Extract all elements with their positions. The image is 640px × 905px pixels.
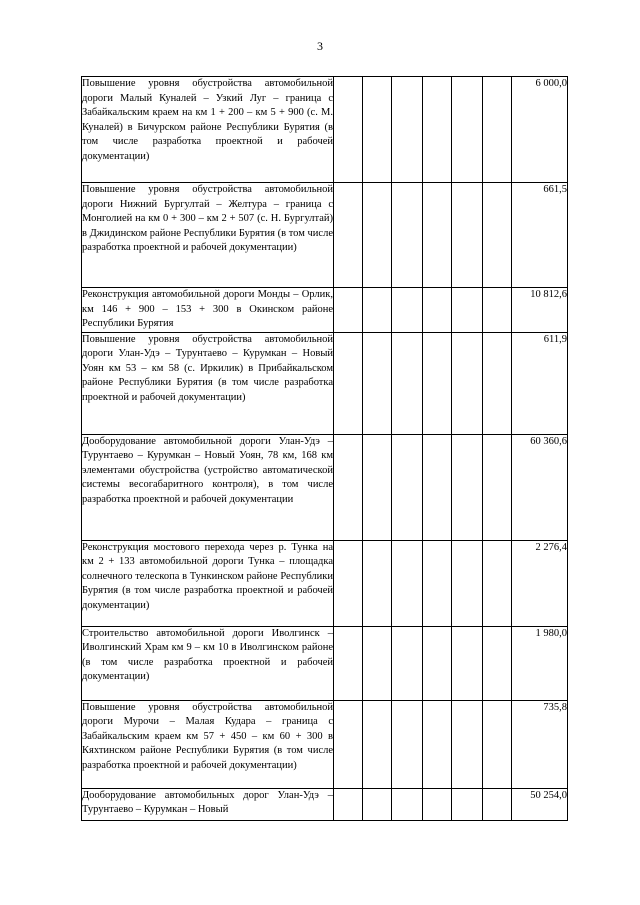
empty-cell: [423, 700, 452, 788]
empty-cell: [334, 183, 363, 288]
table-row: [82, 788, 568, 820]
row-description: Повышение уровня обустройства автомобильной дороги Нижний Бургултай – Желтура – граница с Монголией на км 0 + 300 – км 2 + 507 (с. Н. Бургултай) в Джидинском районе Республики Бурятия (в том числе разработка проектной и рабочей документации): [82, 183, 334, 288]
empty-cell: [423, 288, 452, 333]
empty-cell: [452, 434, 483, 540]
empty-cell: [334, 288, 363, 333]
empty-cell: [452, 540, 483, 626]
empty-cell: [423, 626, 452, 700]
table-row: [82, 434, 568, 540]
row-description: Реконструкция автомобильной дороги Монды – Орлик, км 146 + 900 – 153 + 300 в Окинском районе Республики Бурятия: [82, 288, 334, 333]
empty-cell: [392, 434, 423, 540]
page-number: 3: [317, 39, 323, 53]
empty-cell: [334, 788, 363, 820]
empty-cell: [363, 540, 392, 626]
table-row: [82, 77, 568, 183]
table-row: [82, 700, 568, 788]
empty-cell: [483, 434, 512, 540]
empty-cell: [483, 788, 512, 820]
empty-cell: [483, 332, 512, 434]
row-description: Строительство автомобильной дороги Иволгинск – Иволгинский Храм км 9 – км 10 в Иволгинском районе (в том числе разработка проектной и рабочей документации): [82, 626, 334, 700]
empty-cell: [334, 626, 363, 700]
empty-cell: [483, 626, 512, 700]
row-description: Дооборудование автомобильных дорог Улан-Удэ – Турунтаево – Курумкан – Новый: [82, 788, 334, 820]
empty-cell: [392, 626, 423, 700]
empty-cell: [363, 183, 392, 288]
row-amount: 10 812,6: [512, 288, 568, 333]
empty-cell: [363, 434, 392, 540]
empty-cell: [363, 700, 392, 788]
row-description: Повышение уровня обустройства автомобильной дороги Малый Куналей – Узкий Луг – граница с Забайкальским краем на км 1 + 200 – км 5 + 900 (с. М. Куналей) в Бичурском районе Республики Бурятия (в том числе разработка проектной и рабочей документации): [82, 77, 334, 183]
row-description: Дооборудование автомобильной дороги Улан-Удэ – Турунтаево – Курумкан – Новый Уоян, 78 км, 168 км элементами обустройства (устройство автоматической системы весогабаритного контроля), в том числе разработка проектной и рабочей документации: [82, 434, 334, 540]
row-amount: 1 980,0: [512, 626, 568, 700]
empty-cell: [392, 788, 423, 820]
empty-cell: [452, 626, 483, 700]
row-description: Повышение уровня обустройства автомобильной дороги Мурочи – Малая Кудара – граница с Забайкальским краем км 57 + 450 – км 60 + 300 в Кяхтинском районе Республики Бурятия (в том числе разработка проектной и рабочей документации): [82, 700, 334, 788]
empty-cell: [423, 77, 452, 183]
table-row: [82, 540, 568, 626]
empty-cell: [423, 788, 452, 820]
row-amount: 2 276,4: [512, 540, 568, 626]
empty-cell: [334, 332, 363, 434]
empty-cell: [392, 288, 423, 333]
empty-cell: [392, 540, 423, 626]
empty-cell: [392, 700, 423, 788]
empty-cell: [483, 540, 512, 626]
budget-table: [81, 76, 568, 821]
empty-cell: [452, 332, 483, 434]
empty-cell: [452, 788, 483, 820]
empty-cell: [363, 332, 392, 434]
empty-cell: [423, 434, 452, 540]
empty-cell: [483, 183, 512, 288]
empty-cell: [483, 700, 512, 788]
row-amount: 735,8: [512, 700, 568, 788]
empty-cell: [483, 288, 512, 333]
empty-cell: [363, 288, 392, 333]
empty-cell: [363, 77, 392, 183]
empty-cell: [392, 77, 423, 183]
table-row: [82, 626, 568, 700]
empty-cell: [423, 332, 452, 434]
row-amount: 6 000,0: [512, 77, 568, 183]
row-amount: 611,9: [512, 332, 568, 434]
table-row: [82, 288, 568, 333]
table-row: [82, 183, 568, 288]
empty-cell: [334, 540, 363, 626]
empty-cell: [452, 700, 483, 788]
empty-cell: [334, 77, 363, 183]
row-amount: 661,5: [512, 183, 568, 288]
row-amount: 50 254,0: [512, 788, 568, 820]
empty-cell: [483, 77, 512, 183]
empty-cell: [423, 183, 452, 288]
empty-cell: [363, 788, 392, 820]
empty-cell: [392, 183, 423, 288]
empty-cell: [452, 77, 483, 183]
empty-cell: [392, 332, 423, 434]
row-description: Реконструкция мостового перехода через р. Тунка на км 2 + 133 автомобильной дороги Тунка – площадка солнечного телескопа в Тункинском районе Республики Бурятия (в том числе разработка проектной и рабочей документации): [82, 540, 334, 626]
empty-cell: [363, 626, 392, 700]
empty-cell: [423, 540, 452, 626]
empty-cell: [334, 700, 363, 788]
row-amount: 60 360,6: [512, 434, 568, 540]
table-row: [82, 332, 568, 434]
row-description: Повышение уровня обустройства автомобильной дороги Улан-Удэ – Турунтаево – Курумкан – Новый Уоян км 53 – км 58 (с. Иркилик) в Прибайкальском районе Республики Бурятия (в том числе разработка проектной и рабочей документации): [82, 332, 334, 434]
empty-cell: [334, 434, 363, 540]
empty-cell: [452, 183, 483, 288]
empty-cell: [452, 288, 483, 333]
